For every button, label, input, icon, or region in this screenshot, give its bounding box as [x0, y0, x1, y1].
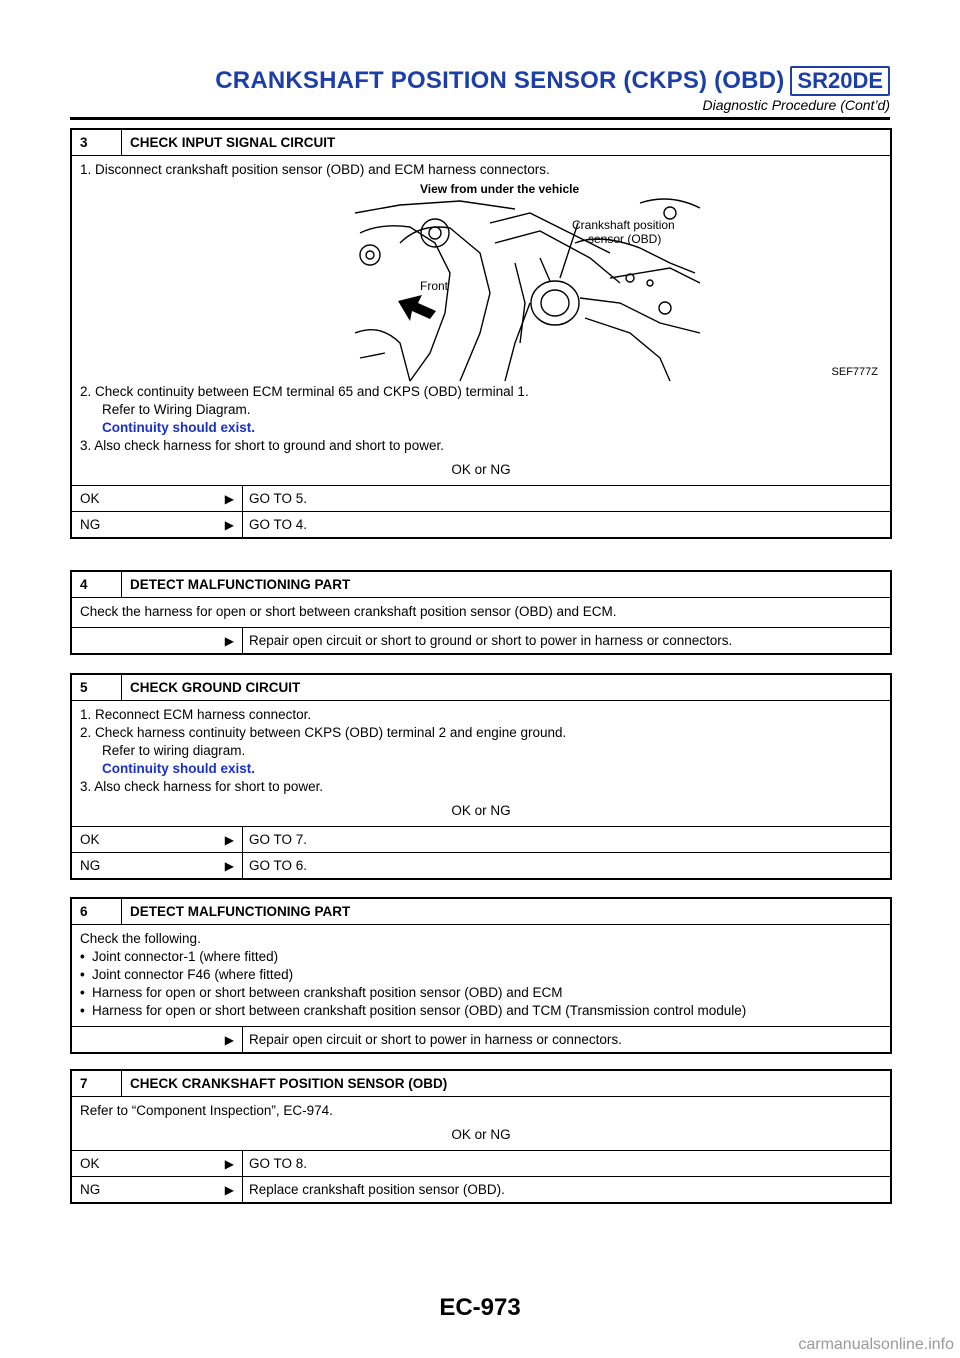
sensor-location-figure: [80, 183, 882, 383]
step-5-line-2b: Refer to wiring diagram.: [102, 743, 246, 758]
step-4-number: 4: [72, 572, 122, 597]
pointer-arrow-icon: ▶: [224, 1182, 234, 1197]
ok-label: OK: [80, 491, 100, 506]
step-6-result: [72, 1026, 890, 1052]
step-3-body: [72, 156, 890, 485]
step-5-header: [72, 675, 890, 701]
step-5-number: 5: [72, 675, 122, 700]
ng-action: GO TO 4.: [242, 512, 890, 537]
page-subtitle: Diagnostic Procedure (Cont’d): [702, 97, 890, 113]
step-3-ok-or-ng: OK or NG: [451, 462, 511, 477]
step-7-title: CHECK CRANKSHAFT POSITION SENSOR (OBD): [130, 1076, 448, 1091]
step-6-line-1: Check the following.: [80, 931, 201, 946]
pointer-arrow-icon: ▶: [224, 858, 234, 873]
engine-code-badge: SR20DE: [790, 66, 890, 96]
step-4-result: [72, 627, 890, 653]
figure-caption: SEF777Z: [831, 366, 878, 378]
pointer-arrow-icon: ▶: [224, 1156, 234, 1171]
step-3-header: [72, 130, 890, 156]
fig-label-sensor-2: sensor (OBD): [588, 232, 662, 246]
ok-action: GO TO 5.: [242, 486, 890, 511]
ng-label: NG: [80, 1182, 101, 1197]
step-4-header: [72, 572, 890, 598]
pointer-arrow-icon: ▶: [224, 491, 234, 506]
ok-label: OK: [80, 832, 100, 847]
pointer-arrow-icon: ▶: [224, 1032, 234, 1047]
ok-label: OK: [80, 1156, 100, 1171]
step-5-line-3: 3. Also check harness for short to power.: [80, 779, 324, 794]
pointer-arrow-icon: ▶: [224, 633, 234, 648]
step-6-action: Repair open circuit or short to power in harness or connectors.: [242, 1027, 890, 1052]
step-4-line-1: Check the harness for open or short between crankshaft position sensor (OBD) and ECM.: [80, 604, 617, 619]
step-5-body: [72, 701, 890, 826]
pointer-arrow-icon: ▶: [224, 517, 234, 532]
page-header: [70, 66, 890, 113]
ng-label: NG: [80, 858, 101, 873]
step-3-line-3: 3. Also check harness for short to ground and short to power.: [80, 438, 444, 453]
step-6-bullet: • Harness for open or short between crankshaft position sensor (OBD) and TCM (Transmission control module): [80, 1002, 882, 1020]
step-6-bullet: • Joint connector F46 (where fitted): [80, 966, 882, 984]
step-6-number: 6: [72, 899, 122, 924]
step-6-title: DETECT MALFUNCTIONING PART: [130, 904, 351, 919]
title-row: [70, 66, 890, 96]
step-4-box: [70, 570, 892, 655]
step-7-number: 7: [72, 1071, 122, 1096]
step-5-result-ng: [72, 852, 890, 878]
header-rule: [70, 117, 890, 120]
step-5-spec: Continuity should exist.: [102, 761, 256, 776]
page-title: CRANKSHAFT POSITION SENSOR (CKPS) (OBD): [215, 67, 785, 94]
step-6-body: [72, 925, 890, 1026]
step-3-title: CHECK INPUT SIGNAL CIRCUIT: [130, 135, 336, 150]
step-7-result-ok: [72, 1150, 890, 1176]
step-7-box: [70, 1069, 892, 1204]
step-6-bullet: • Harness for open or short between crankshaft position sensor (OBD) and ECM: [80, 984, 882, 1002]
step-5-result-ok: [72, 826, 890, 852]
step-3-line-2: 2. Check continuity between ECM terminal 65 and CKPS (OBD) terminal 1.: [80, 384, 529, 399]
fig-label-front: Front: [420, 279, 449, 293]
step-6-header: [72, 899, 890, 925]
fig-label-view: View from under the vehicle: [420, 183, 580, 196]
ok-action: GO TO 7.: [242, 827, 890, 852]
step-5-box: [70, 673, 892, 880]
engine-underside-illustration: [340, 183, 720, 383]
step-4-body: [72, 598, 890, 627]
step-4-action: Repair open circuit or short to ground or short to power in harness or connectors.: [242, 628, 890, 653]
step-3-result-ng: [72, 511, 890, 537]
step-5-title: CHECK GROUND CIRCUIT: [130, 680, 301, 695]
step-3-line-1: 1. Disconnect crankshaft position sensor (OBD) and ECM harness connectors.: [80, 162, 550, 177]
ng-action: Replace crankshaft position sensor (OBD).: [242, 1177, 890, 1202]
step-3-line-2b: Refer to Wiring Diagram.: [102, 402, 251, 417]
step-7-ok-or-ng: OK or NG: [451, 1127, 511, 1142]
watermark: carmanualsonline.info: [798, 1336, 954, 1353]
step-7-body: [72, 1097, 890, 1150]
step-3-box: [70, 128, 892, 539]
step-5-line-2: 2. Check harness continuity between CKPS (OBD) terminal 2 and engine ground.: [80, 725, 567, 740]
step-7-header: [72, 1071, 890, 1097]
step-6-box: [70, 897, 892, 1054]
ok-action: GO TO 8.: [242, 1151, 890, 1176]
step-7-result-ng: [72, 1176, 890, 1202]
step-5-line-1: 1. Reconnect ECM harness connector.: [80, 707, 312, 722]
step-5-ok-or-ng: OK or NG: [451, 803, 511, 818]
step-7-line-1: Refer to “Component Inspection”, EC-974.: [80, 1103, 333, 1118]
page-number: EC-973: [439, 1294, 521, 1321]
pointer-arrow-icon: ▶: [224, 832, 234, 847]
step-3-spec: Continuity should exist.: [102, 420, 256, 435]
step-6-bullet: • Joint connector-1 (where fitted): [80, 948, 882, 966]
step-3-result-ok: [72, 485, 890, 511]
ng-action: GO TO 6.: [242, 853, 890, 878]
step-3-number: 3: [72, 130, 122, 155]
ng-label: NG: [80, 517, 101, 532]
step-4-title: DETECT MALFUNCTIONING PART: [130, 577, 351, 592]
fig-label-sensor-1: Crankshaft position: [572, 218, 675, 232]
